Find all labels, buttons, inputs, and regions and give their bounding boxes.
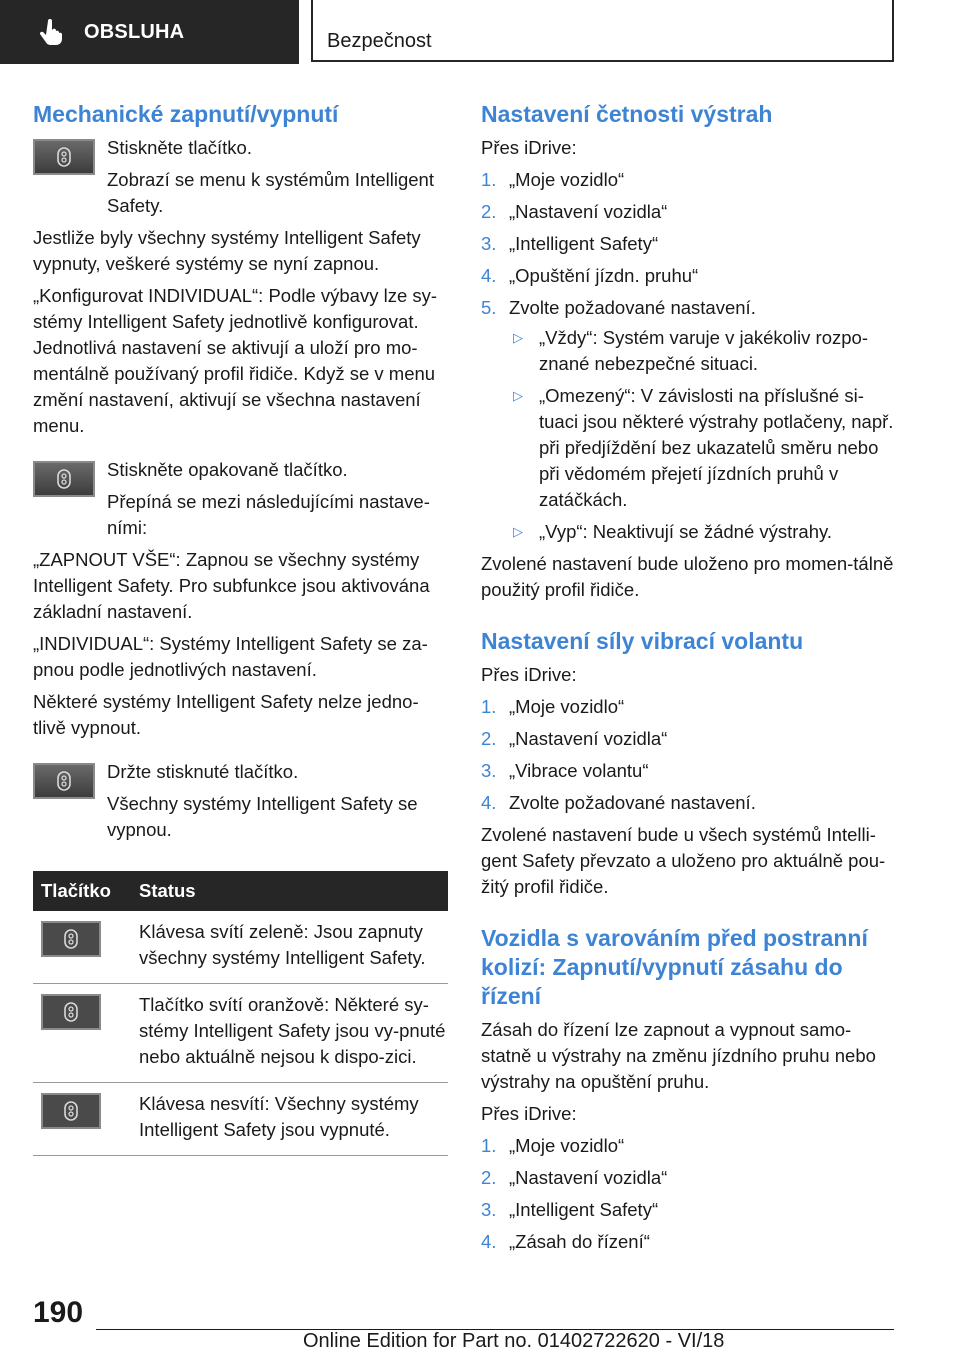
paragraph: Jestliže byly všechny systémy Intelligent Safety vypnuty, veškeré systémy se nyní zapnou.	[33, 227, 421, 274]
list-item	[481, 231, 895, 257]
step-result: Přepíná se mezi následujícími nastave-ními:	[107, 491, 430, 538]
heading-steering-intervention: Vozidla s varováním před postranní kolizí: Zapnutí/vypnutí zásahu do řízení	[481, 925, 868, 1009]
option-text: „Omezený“: V závislosti na příslušné si-tuaci jsou některé výstrahy potlačeny, např. při předjíždění bez ukazatelů směru nebo při vědomém přejetí jízdních pruhů v zatáčkách.	[539, 385, 894, 510]
list-item	[481, 263, 895, 289]
intelligent-safety-icon	[55, 147, 73, 167]
safety-button-image	[33, 763, 95, 799]
step-label: „Opuštění jízdn. pruhu“	[509, 265, 699, 286]
paragraph: „ZAPNOUT VŠE“: Zapnou se všechny systémy Intelligent Safety. Pro subfunkce jsou aktivována základní nastavení.	[33, 549, 430, 622]
status-text: Klávesa nesvítí: Všechny systémy Intelligent Safety jsou vypnuté.	[131, 1083, 448, 1156]
step-result: Všechny systémy Intelligent Safety se vypnou.	[107, 793, 418, 840]
option-item	[509, 325, 895, 377]
topic-title: Bezpečnost	[327, 30, 432, 52]
list-item	[481, 167, 895, 193]
step-number: 2.	[481, 728, 497, 749]
status-text: Tlačítko svítí oranžově: Některé sy-stémy Intelligent Safety jsou vy-pnuté nebo aktuálně nejsou k dispo-zici.	[131, 984, 448, 1083]
list-item	[481, 790, 895, 816]
step-label: „Nastavení vozidla“	[509, 1167, 668, 1188]
intelligent-safety-icon	[62, 1002, 80, 1022]
option-item	[509, 519, 895, 545]
steps-list	[481, 694, 895, 816]
safety-button-image	[41, 994, 101, 1030]
heading-mechanical-toggle: Mechanické zapnutí/vypnutí	[33, 101, 339, 127]
step-text: Stiskněte tlačítko.	[107, 137, 252, 158]
list-item	[481, 295, 895, 545]
table-row	[33, 911, 448, 984]
options-list	[509, 325, 895, 545]
option-item	[509, 383, 895, 513]
safety-button-image	[41, 1093, 101, 1129]
paragraph: Zvolené nastavení bude uloženo pro momen-tálně použitý profil řidiče.	[481, 553, 894, 600]
instruction-block-hold	[33, 759, 448, 843]
intelligent-safety-icon	[62, 1101, 80, 1121]
list-item	[481, 1165, 895, 1191]
list-item	[481, 1133, 895, 1159]
safety-button-image	[33, 461, 95, 497]
idrive-intro: Přes iDrive:	[481, 1103, 577, 1124]
step-number: 4.	[481, 1231, 497, 1252]
intelligent-safety-icon	[62, 929, 80, 949]
step-label: „Moje vozidlo“	[509, 1135, 625, 1156]
step-result	[33, 167, 448, 219]
paragraph: „Konfigurovat INDIVIDUAL“: Podle výbavy lze sy-stémy Intelligent Safety jednotlivě konfigurovat. Jednotlivá nastavení se aktivují a uloží pro mo-mentálně používaný profil řidiče. Když se v menu změní nastavení, aktivují se všechna nastavení menu.	[33, 285, 438, 436]
triangle-bullet-icon: ▷	[513, 388, 523, 403]
step-number: 3.	[481, 760, 497, 781]
option-text: „Vždy“: Systém varuje v jakékoliv rozpo-znané nebezpečné situaci.	[539, 327, 868, 374]
table-row	[33, 984, 448, 1083]
step-result-text: Zobrazí se menu k systémům Intelligent Safety.	[107, 169, 434, 216]
steps-list	[481, 1133, 895, 1255]
step-number: 1.	[481, 169, 497, 190]
status-text: Klávesa svítí zeleně: Jsou zapnuty všechny systémy Intelligent Safety.	[131, 911, 448, 984]
list-item	[481, 1197, 895, 1223]
idrive-intro: Přes iDrive:	[481, 137, 577, 158]
step-label: „Nastavení vozidla“	[509, 201, 668, 222]
step-label: „Intelligent Safety“	[509, 1199, 659, 1220]
option-text: „Vyp“: Neaktivují se žádné výstrahy.	[539, 521, 833, 542]
step-number: 4.	[481, 265, 497, 286]
step-number: 5.	[481, 297, 497, 318]
instruction-block-press-repeat	[33, 457, 448, 541]
hand-pointer-icon	[40, 19, 62, 45]
table-header-button: Tlačítko	[33, 871, 131, 911]
status-table	[33, 871, 448, 1156]
intelligent-safety-icon	[55, 469, 73, 489]
section-tab	[0, 0, 299, 64]
paragraph: „INDIVIDUAL“: Systémy Intelligent Safety se za-pnou podle jednotlivých nastavení.	[33, 633, 428, 680]
edition-note: Online Edition for Part no. 01402722620 - VI/18	[303, 1330, 725, 1352]
list-item	[481, 726, 895, 752]
heading-vibration-strength: Nastavení síly vibrací volantu	[481, 628, 804, 654]
paragraph: Zásah do řízení lze zapnout a vypnout samo-statně u výstrahy na změnu jízdního pruhu nebo výstrahy na opuštění pruhu.	[481, 1019, 876, 1092]
safety-button-image	[41, 921, 101, 957]
step-label: „Vibrace volantu“	[509, 760, 649, 781]
page-number: 190	[33, 1296, 84, 1329]
list-item	[481, 694, 895, 720]
step-number: 1.	[481, 1135, 497, 1156]
steps-list	[481, 167, 895, 545]
page-header	[0, 0, 960, 66]
triangle-bullet-icon: ▷	[513, 330, 523, 345]
step-label: „Intelligent Safety“	[509, 233, 659, 254]
paragraph: Zvolené nastavení bude u všech systémů Intelli-gent Safety převzato a uloženo pro aktuálně pou-žitý profil řidiče.	[481, 824, 886, 897]
instruction-block-press	[33, 135, 448, 219]
heading-warning-frequency: Nastavení četnosti výstrah	[481, 101, 773, 127]
table-header-status: Status	[131, 871, 448, 911]
step-label: „Nastavení vozidla“	[509, 728, 668, 749]
list-item	[481, 758, 895, 784]
step-label: Zvolte požadované nastavení.	[509, 297, 756, 318]
paragraph: Některé systémy Intelligent Safety nelze jedno-tlivě vypnout.	[33, 691, 419, 738]
step-number: 2.	[481, 201, 497, 222]
list-item	[481, 199, 895, 225]
table-row	[33, 1083, 448, 1156]
step-label: „Moje vozidlo“	[509, 169, 625, 190]
section-title: OBSLUHA	[84, 20, 185, 43]
step-label: Zvolte požadované nastavení.	[509, 792, 756, 813]
topic-tab	[311, 0, 894, 62]
list-item	[481, 1229, 895, 1255]
step-number: 3.	[481, 233, 497, 254]
step-number: 3.	[481, 1199, 497, 1220]
step-number: 2.	[481, 1167, 497, 1188]
left-column	[33, 100, 448, 1156]
right-column	[481, 100, 895, 1261]
step-label: „Moje vozidlo“	[509, 696, 625, 717]
idrive-intro: Přes iDrive:	[481, 664, 577, 685]
step-text: Stiskněte opakovaně tlačítko.	[107, 459, 348, 480]
triangle-bullet-icon: ▷	[513, 524, 523, 539]
step-number: 1.	[481, 696, 497, 717]
step-text: Držte stisknuté tlačítko.	[107, 761, 299, 782]
safety-button-image	[33, 139, 95, 175]
step-label: „Zásah do řízení“	[509, 1231, 650, 1252]
step-number: 4.	[481, 792, 497, 813]
intelligent-safety-icon	[55, 771, 73, 791]
